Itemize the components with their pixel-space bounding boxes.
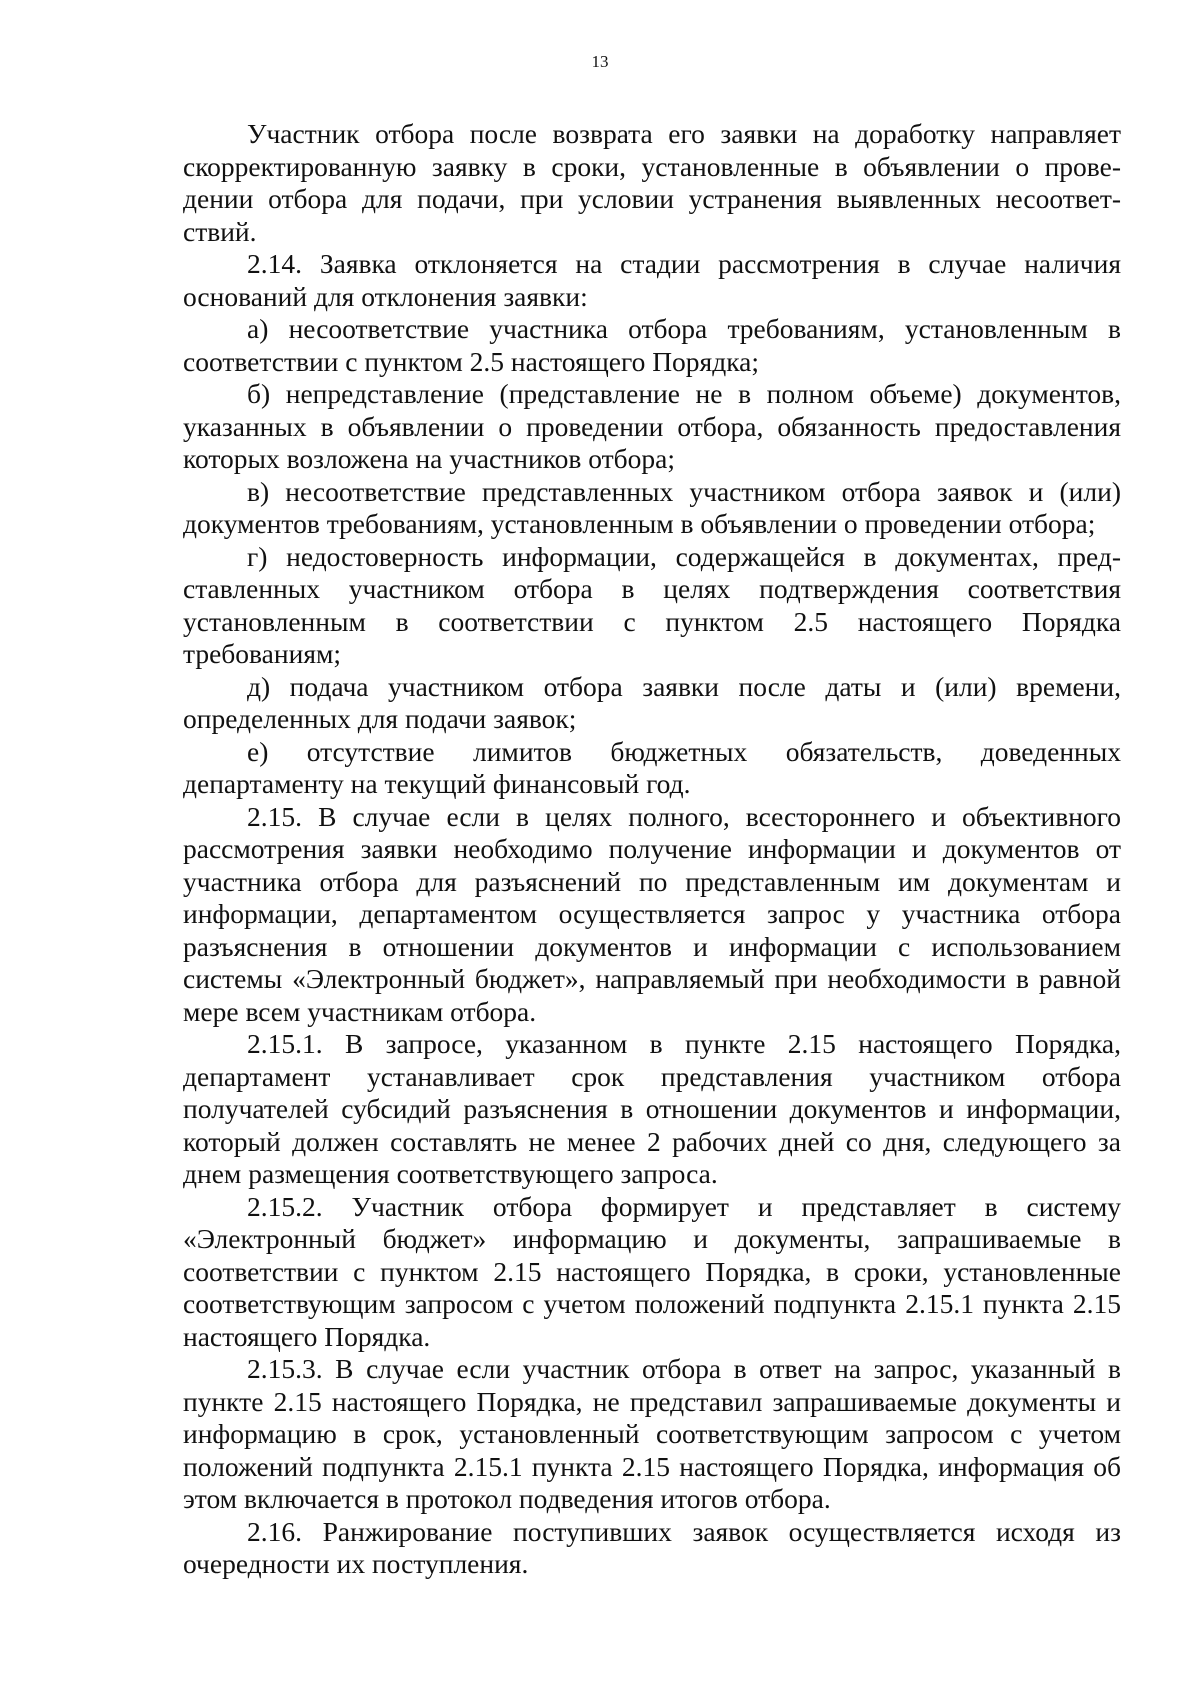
paragraph-item-b: б) непредставление (представление не в полном объеме) документов, указанных в объявлении о проведении отбора, обязанность предоставления которых возложена на участников отбора; (183, 378, 1121, 474)
paragraph-2-15-3: 2.15.3. В случае если участник отбора в ответ на запрос, указанный в пункте 2.15 настоящего Порядка, не представил запрашиваемые документы и информацию в срок, установленный соответствующим запросом с учетом положений подпункта 2.15.1 пункта 2.15 настоящего Порядка, информация об этом включается в протокол подведения итогов отбора. (183, 1353, 1121, 1514)
paragraph-2-14: 2.14. Заявка отклоняется на стадии рассмотрения в случае наличия оснований для отклонения заявки: (183, 248, 1121, 312)
paragraph-2-16: 2.16. Ранжирование поступивших заявок осуществляется исходя из очередности их поступления. (183, 1515, 1121, 1579)
paragraph-item-g: г) недостоверность информации, содержащейся в документах, пред-ставленных участником отбора в целях подтверждения соответствия установленным в соответствии с пунктом 2.5 настоящего Порядка требованиям; (183, 540, 1121, 669)
paragraph-item-v: в) несоответствие представленных участником отбора заявок и (или) документов требованиям, установленным в объявлении о проведении отбора; (183, 475, 1121, 539)
document-body (183, 118, 1121, 1581)
paragraph-2-15: 2.15. В случае если в целях полного, всестороннего и объективного рассмотрения заявки необходимо получение информации и документов от участника отбора для разъяснений по представленным им документам и информации, департаментом осуществляется запрос у участника отбора разъяснения в отношении документов и информации с использованием системы «Электронный бюджет», направляемый при необходимости в равной мере всем участникам отбора. (183, 800, 1121, 1027)
paragraph-2-15-1: 2.15.1. В запросе, указанном в пункте 2.15 настоящего Порядка, департамент устанавливает срок представления участником отбора получателей субсидий разъяснения в отношении документов и информации, который должен составлять не менее 2 рабочих дней со дня, следующего за днем размещения соответствующего запроса. (183, 1028, 1121, 1189)
page-number: 13 (591, 52, 609, 71)
paragraph-item-a: а) несоответствие участника отбора требованиям, установленным в соответствии с пунктом 2.5 настоящего Порядка; (183, 313, 1121, 377)
paragraph-item-e: е) отсутствие лимитов бюджетных обязательств, доведенных департаменту на текущий финансовый год. (183, 735, 1121, 799)
paragraph-item-d: д) подача участником отбора заявки после даты и (или) времени, определенных для подачи заявок; (183, 670, 1121, 734)
paragraph-2-15-2: 2.15.2. Участник отбора формирует и представляет в систему «Электронный бюджет» информацию и документы, запрашиваемые в соответствии с пунктом 2.15 настоящего Порядка, в сроки, установленные соответствующим запросом с учетом положений подпункта 2.15.1 пункта 2.15 настоящего Порядка. (183, 1190, 1121, 1352)
paragraph-intro: Участник отбора после возврата его заявки на доработку направляет скорректированную заявку в сроки, установленные в объявлении о прове-дении отбора для подачи, при условии устранения выявленных несоответ-ствий. (183, 118, 1121, 247)
